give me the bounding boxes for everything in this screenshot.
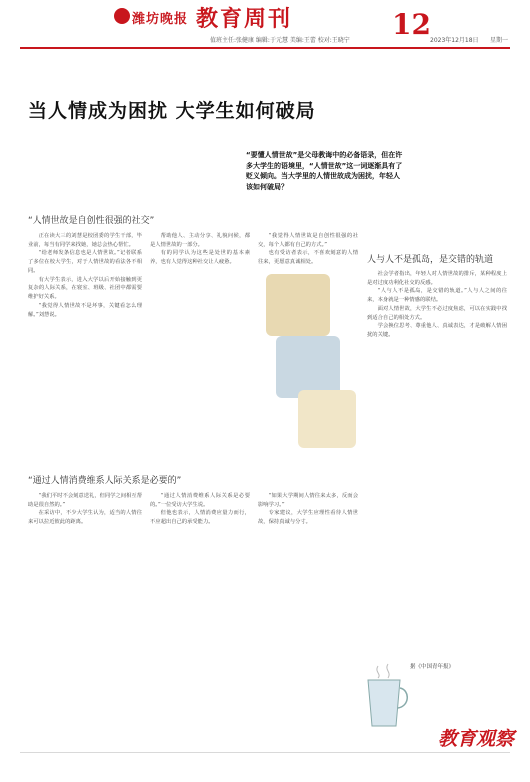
article-column-2 <box>150 232 250 462</box>
paragraph: “给老师发条信息也是人情世故。”记者联系了多位在校大学生，对于人情世故的看法各不相同。 <box>28 250 142 274</box>
masthead <box>0 0 530 52</box>
paragraph: 正在读大三的刘慧是校团委的学生干部，毕业前，每当有同学来找她，她总会热心帮忙。 <box>28 233 142 248</box>
paragraph: 但他也表示，人情消费应量力而行，不应超出自己的承受能力。 <box>150 510 250 526</box>
credits: 值班主任:张健康 编辑:于元慧 美编:王蕾 校对:王晓宁 <box>210 37 350 44</box>
puzzle-illustration <box>250 240 360 460</box>
section-heading-3: 人与人不是孤岛，是交错的轨道 <box>367 255 494 265</box>
paragraph: 帮助他人、主动分享、礼貌问候，都是人情世故的一部分。 <box>150 233 250 248</box>
article-column-1 <box>28 232 142 462</box>
paragraph: “人与人不是孤岛，是交错的轨道。”人与人之间的往来，本身就是一种情感的联结。 <box>367 288 507 304</box>
paragraph: 专家建议，大学生应理性看待人情世故，保持真诚与分寸。 <box>258 510 358 526</box>
paragraph: “我觉得人情世故不是坏事，关键看怎么理解。”刘慧说。 <box>28 302 142 318</box>
weekday: 星期一 <box>490 37 509 44</box>
article-column-6 <box>258 492 358 722</box>
page-number: 12 <box>392 8 431 41</box>
paragraph: 也有受访者表示，不喜欢刻意的人情往来，更愿意真诚相处。 <box>258 250 358 266</box>
top-divider <box>20 47 510 49</box>
education-observation-logo: 教育观察 <box>438 728 515 750</box>
paragraph: 学会换位思考、尊重他人、真诚表达，才是破解人情困扰的关键。 <box>367 323 507 339</box>
publish-date: 2023年12月18日 <box>430 37 479 44</box>
section-heading-2: “通过人情消费维系人际关系是必要的” <box>28 476 182 486</box>
paragraph: “我觉得人情世故是自创性很强的社交，每个人都有自己的方式。” <box>258 233 358 248</box>
article-column-5 <box>150 492 250 722</box>
section-heading-1: “人情世故是自创性很强的社交” <box>28 216 155 226</box>
paragraph: “通过人情消费维系人际关系是必要的。”一位受访大学生说。 <box>150 493 250 508</box>
article-headline: 当人情成为困扰 大学生如何破局 <box>28 100 316 122</box>
article-lead: “要懂人情世故”是父母教诲中的必备语录，但在许多大学生的语境里，“人情世故”这一词逐渐具有了贬义倾向。当大学里的人情世故成为困扰，年轻人该如何破局？ <box>246 151 403 191</box>
paragraph: 有大学生表示，进入大学以后开始接触到更复杂的人际关系，在寝室、班级、社团中都需要维护好关系。 <box>28 276 142 301</box>
paragraph: “我们平时不会刻意送礼，但同学之间相互帮助是很自然的。” <box>28 493 142 508</box>
bottom-divider <box>20 752 510 753</box>
puzzle-piece-icon <box>276 336 340 398</box>
paragraph: “如果大学期间人情往来太多，反而会影响学习。” <box>258 493 358 508</box>
cup-illustration <box>360 660 408 732</box>
newspaper-logo-icon <box>114 8 130 24</box>
newspaper-name: 潍坊晚报 <box>132 12 189 27</box>
paragraph: 面对人情世故，大学生不必过度焦虑，可以在实践中找到适合自己的相处方式。 <box>367 305 507 321</box>
paragraph: 有的同学认为这些是处世的基本素养，也有人觉得这种社交让人疲惫。 <box>150 250 250 266</box>
puzzle-piece-icon <box>266 274 330 336</box>
section-title: 教育周刊 <box>196 6 293 32</box>
paragraph: 社会学者指出，年轻人对人情世故的排斥，某种程度上是对过度功利化社交的反感。 <box>367 271 507 286</box>
article-column-4 <box>28 492 142 722</box>
source-credit: 据《中国青年报》 <box>410 664 455 670</box>
paragraph: 在采访中，不少大学生认为，适当的人情往来可以拉近彼此的距离。 <box>28 510 142 526</box>
puzzle-piece-icon <box>298 390 356 448</box>
article-column-7 <box>367 270 507 660</box>
